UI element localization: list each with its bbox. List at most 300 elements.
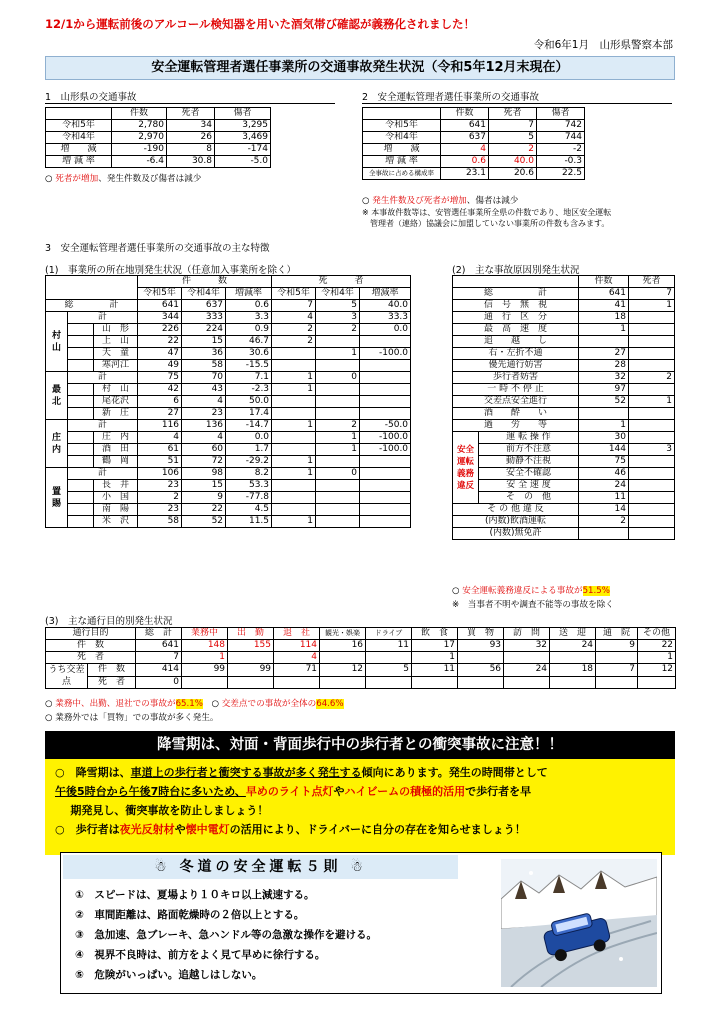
table-header-row	[363, 108, 585, 120]
cell	[272, 408, 316, 420]
table-row	[46, 120, 271, 132]
cell: 2	[629, 372, 675, 384]
section1-title: 1 山形県の交通事故	[45, 89, 335, 104]
cell: 22	[138, 336, 182, 348]
cell	[360, 384, 411, 396]
cell: 20.6	[489, 168, 537, 180]
announcement: 12/1から運転前後のアルコール検知器を用いた酒気帯び確認が義務化されました！	[45, 17, 476, 31]
cell: 97	[579, 384, 629, 396]
cell: 61	[138, 444, 182, 456]
cell: 30	[579, 432, 629, 444]
cell: 7	[272, 300, 316, 312]
group-label: 安全運転義務違反	[453, 432, 479, 504]
row-label: 酒 田	[94, 444, 138, 456]
cell	[579, 336, 629, 348]
column-header: 死者	[167, 108, 215, 120]
table-row	[453, 372, 675, 384]
cell: 71	[274, 664, 320, 677]
cell: 1	[272, 468, 316, 480]
cell	[360, 468, 411, 480]
cell: 1	[316, 432, 360, 444]
column-header: 増減率	[360, 288, 411, 300]
cell	[182, 676, 228, 689]
column-header: ドライブ	[366, 628, 412, 640]
row-label: 死 者	[88, 676, 136, 689]
cell: 23	[138, 504, 182, 516]
table-row	[453, 420, 675, 432]
row-label: 一 時 不 停 止	[453, 384, 579, 396]
row-label: 通行目的	[46, 628, 136, 640]
cell: -0.3	[537, 156, 585, 168]
column-header: 令和4年	[316, 288, 360, 300]
cell: 28	[579, 360, 629, 372]
cell	[316, 516, 360, 528]
column-header: 令和5年	[138, 288, 182, 300]
region-label: 最北	[46, 372, 68, 420]
cell: 106	[138, 468, 182, 480]
row-label: 新 庄	[94, 408, 138, 420]
cell	[316, 384, 360, 396]
table-row	[46, 132, 271, 144]
table-header-row	[46, 108, 271, 120]
cell: 32	[504, 640, 550, 652]
cell: 0.0	[360, 324, 411, 336]
cell	[504, 676, 550, 689]
cell: 5	[316, 300, 360, 312]
table-s3-cause	[452, 275, 675, 540]
table-total-row	[46, 300, 411, 312]
table-row	[363, 144, 585, 156]
table-row	[453, 360, 675, 372]
cell: 2	[489, 144, 537, 156]
s3-sub1: (1) 事業所の所在地別発生状況（任意加入事業所を除く）	[45, 265, 296, 276]
cell: 24	[550, 640, 596, 652]
winter-banner: 降雪期は、対面・背面歩行中の歩行者との衝突事故に注意！！	[45, 731, 675, 759]
table-row	[363, 132, 585, 144]
cell	[458, 676, 504, 689]
cell: 53.3	[226, 480, 272, 492]
table-header-row	[46, 628, 676, 640]
cell: 226	[138, 324, 182, 336]
cell: 52	[182, 516, 226, 528]
cell: -2.3	[226, 384, 272, 396]
cell: 4	[274, 652, 320, 664]
cell	[320, 676, 366, 689]
row-label: 計	[68, 420, 138, 432]
cell: -100.0	[360, 444, 411, 456]
cell: -174	[215, 144, 271, 156]
cell	[629, 468, 675, 480]
column-header: 令和5年	[272, 288, 316, 300]
rule-item: ⑤ 危険がいっぱい。追越しはしない。	[75, 969, 263, 981]
row-label: 南 陽	[94, 504, 138, 516]
row-label: そ の 他	[479, 492, 579, 504]
cell	[638, 676, 676, 689]
table-row	[46, 480, 411, 492]
cell: 4	[182, 432, 226, 444]
row-label: 酒 酔 い	[453, 408, 579, 420]
cell	[629, 408, 675, 420]
cell: 24	[579, 480, 629, 492]
cell: 18	[550, 664, 596, 677]
cell: 3,295	[215, 120, 271, 132]
cell: 4	[138, 432, 182, 444]
cell	[274, 676, 320, 689]
table-row	[46, 324, 411, 336]
cell	[360, 408, 411, 420]
table-row	[453, 468, 675, 480]
row-label: 右・左折不通	[453, 348, 579, 360]
cell: 1	[316, 348, 360, 360]
rule-item: ① スピードは、夏場より１０キロ以上減速する。	[75, 889, 315, 901]
cell: 414	[136, 664, 182, 677]
table-row	[46, 444, 411, 456]
cell: 22.5	[537, 168, 585, 180]
table-row	[453, 408, 675, 420]
cell: 9	[596, 640, 638, 652]
table-row	[46, 384, 411, 396]
row-label: 安全不確認	[479, 468, 579, 480]
cell: -50.0	[360, 420, 411, 432]
row-label: 過 労 等	[453, 420, 579, 432]
table-s3-region	[45, 275, 411, 528]
row-label: (内数)無免許	[453, 528, 579, 540]
table-row	[46, 156, 271, 168]
row-label: 長 井	[94, 480, 138, 492]
cell	[272, 444, 316, 456]
rule-item: ② 車間距離は、路面乾燥時の２倍以上とする。	[75, 909, 305, 921]
cell: 8.2	[226, 468, 272, 480]
row-label: 歩行者妨害	[453, 372, 579, 384]
table-row	[46, 492, 411, 504]
cell: -100.0	[360, 348, 411, 360]
row-label: 令和5年	[46, 120, 112, 132]
table-row	[46, 664, 676, 677]
cell: 9	[182, 492, 226, 504]
s3-note4: ※ 当事者不明や調査不能等の事故を除く	[452, 600, 614, 610]
cell: 7	[136, 652, 182, 664]
cell	[360, 504, 411, 516]
table-s1	[45, 107, 271, 168]
table-row	[46, 336, 411, 348]
cell: 16	[320, 640, 366, 652]
cell: 0.9	[226, 324, 272, 336]
table-row	[453, 300, 675, 312]
snowy-car-illustration	[501, 859, 657, 987]
column-header: 件数	[441, 108, 489, 120]
table-s3-purpose	[45, 627, 676, 689]
cell	[550, 676, 596, 689]
cell: 1	[412, 652, 458, 664]
cell	[272, 396, 316, 408]
cell: 144	[579, 444, 629, 456]
cell: 1	[272, 456, 316, 468]
cell: 30.6	[226, 348, 272, 360]
column-header: 増減率	[226, 288, 272, 300]
cell: 0.6	[226, 300, 272, 312]
cell: 1	[629, 300, 675, 312]
winter-rules-box	[60, 852, 662, 994]
cell: 26	[167, 132, 215, 144]
column-header: その他	[638, 628, 676, 640]
cell: 46	[579, 468, 629, 480]
cell	[412, 676, 458, 689]
cell	[458, 652, 504, 664]
cell: 22	[638, 640, 676, 652]
table-row	[46, 420, 411, 432]
rules-list	[75, 885, 377, 985]
cell	[596, 676, 638, 689]
column-header: 買 物	[458, 628, 504, 640]
cell: 47	[138, 348, 182, 360]
cell: 98	[182, 468, 226, 480]
column-header: 通 院	[596, 628, 638, 640]
row-label: 総 計	[453, 288, 579, 300]
s1-note: ○ 死者が増加、発生件数及び傷者は減少	[45, 174, 202, 184]
cell	[316, 480, 360, 492]
cell: 11.5	[226, 516, 272, 528]
cell: 75	[579, 456, 629, 468]
cell	[629, 420, 675, 432]
cell	[272, 480, 316, 492]
cell: 3.3	[226, 312, 272, 324]
row-label: 小 国	[94, 492, 138, 504]
table-row	[46, 652, 676, 664]
cell: 1	[272, 384, 316, 396]
page-title: 安全運転管理者選任事業所の交通事故発生状況（令和5年12月末現在）	[45, 56, 675, 80]
cell: -100.0	[360, 432, 411, 444]
cell: 1	[272, 516, 316, 528]
row-label: 件 数	[88, 664, 136, 677]
table-s2	[362, 107, 585, 180]
snowman-icon: ☃	[350, 859, 367, 875]
s2-note2b: 管理者（連絡）協議会に加盟していない事業所の件数も含みます。	[362, 219, 610, 228]
table-row	[46, 456, 411, 468]
cell: -5.0	[215, 156, 271, 168]
cell: 2	[579, 516, 629, 528]
cell: -15.5	[226, 360, 272, 372]
cell: 72	[182, 456, 226, 468]
cell: 1	[638, 652, 676, 664]
cell: 14	[579, 504, 629, 516]
table-row	[453, 288, 675, 300]
cell: 3	[316, 312, 360, 324]
s3-note5: ○ 業務中、出勤、退社での事故が65.1% ○ 交差点での事故が全体の64.6%	[45, 699, 344, 709]
cell: 33.3	[360, 312, 411, 324]
cell: 1	[579, 324, 629, 336]
cell	[629, 324, 675, 336]
cell: 0.6	[441, 156, 489, 168]
cell	[316, 504, 360, 516]
cell: 333	[182, 312, 226, 324]
column-header: 死者	[629, 276, 675, 288]
cell: 641	[136, 640, 182, 652]
row-label: 庄 内	[94, 432, 138, 444]
table-row	[46, 360, 411, 372]
s2-note2a: ※ 本事故件数等は、安管選任事業所全県の件数であり、地区安全運転	[362, 208, 612, 217]
cell	[579, 408, 629, 420]
cell: 6	[138, 396, 182, 408]
row-label: 増 減	[363, 144, 441, 156]
column-header: 飲 食	[412, 628, 458, 640]
cell: 641	[441, 120, 489, 132]
cell	[316, 396, 360, 408]
cell: 224	[182, 324, 226, 336]
cell: 3,469	[215, 132, 271, 144]
table-header-row	[453, 276, 675, 288]
row-label: 死 者	[46, 652, 136, 664]
cell: 34	[167, 120, 215, 132]
cell: 1	[272, 372, 316, 384]
table-row	[453, 432, 675, 444]
row-label: 天 童	[94, 348, 138, 360]
table-row	[453, 384, 675, 396]
column-header: 退 社	[274, 628, 320, 640]
table-row	[46, 396, 411, 408]
table-row	[46, 144, 271, 156]
cell: 2,970	[112, 132, 167, 144]
cell: 99	[228, 664, 274, 677]
s3-note3: ○ 安全運転義務違反による事故が51.5%	[452, 586, 610, 596]
table-row	[46, 640, 676, 652]
column-header: 訪 問	[504, 628, 550, 640]
cell: 15	[182, 480, 226, 492]
row-label: 村 山	[94, 384, 138, 396]
cell: 30.8	[167, 156, 215, 168]
table-row	[46, 348, 411, 360]
row-label: 全事故に占める構成率	[363, 168, 441, 180]
table-row	[453, 444, 675, 456]
row-label: 追 越 し	[453, 336, 579, 348]
column-group-header: 死 者	[272, 276, 411, 288]
cell	[360, 372, 411, 384]
cell: 637	[182, 300, 226, 312]
cell: 32	[579, 372, 629, 384]
cell	[360, 456, 411, 468]
table-row	[453, 516, 675, 528]
cell: 637	[441, 132, 489, 144]
table-row	[453, 504, 675, 516]
row-label: 鶴 岡	[94, 456, 138, 468]
cell: 5	[489, 132, 537, 144]
cell: -2	[537, 144, 585, 156]
s3-sub3: (3) 主な通行目的別発生状況	[45, 616, 173, 627]
cell: 11	[366, 640, 412, 652]
rules-title: ☃ 冬道の安全運転５則 ☃	[63, 855, 458, 879]
row-label: 総 計	[46, 300, 138, 312]
cell: -14.7	[226, 420, 272, 432]
cell	[360, 516, 411, 528]
row-label: 尾花沢	[94, 396, 138, 408]
cell: 40.0	[489, 156, 537, 168]
cell: 11	[579, 492, 629, 504]
section2-title: 2 安全運転管理者選任事業所の交通事故	[362, 89, 672, 104]
cell: 3	[629, 444, 675, 456]
cell	[629, 516, 675, 528]
table-header-row	[46, 276, 411, 288]
cell: 0	[316, 468, 360, 480]
cell: 70	[182, 372, 226, 384]
cell	[360, 396, 411, 408]
cell: 27	[138, 408, 182, 420]
cell: 2	[316, 324, 360, 336]
table-row	[46, 676, 676, 689]
cell: 75	[138, 372, 182, 384]
cell	[629, 312, 675, 324]
row-label: 安 全 速 度	[479, 480, 579, 492]
table-row	[453, 336, 675, 348]
cell: 93	[458, 640, 504, 652]
cell: 4.5	[226, 504, 272, 516]
cell	[629, 432, 675, 444]
cell: 99	[182, 664, 228, 677]
cell: 7	[596, 664, 638, 677]
cell: 41	[579, 300, 629, 312]
table-row	[453, 492, 675, 504]
column-header: 件数	[112, 108, 167, 120]
cell	[272, 348, 316, 360]
s2-note: ○ 発生件数及び死者が増加、傷者は減少	[362, 196, 519, 206]
row-label: 令和4年	[46, 132, 112, 144]
table-row	[46, 312, 411, 324]
table-row	[363, 168, 585, 180]
cell: 11	[412, 664, 458, 677]
cell: 8	[167, 144, 215, 156]
column-header: 観光・娯楽	[320, 628, 366, 640]
cell	[272, 504, 316, 516]
row-label: 前方不注意	[479, 444, 579, 456]
region-label: 村山	[46, 312, 68, 372]
cell: 2	[272, 324, 316, 336]
row-label: 米 沢	[94, 516, 138, 528]
cell: 50.0	[226, 396, 272, 408]
cell: 23.1	[441, 168, 489, 180]
cell: 17	[412, 640, 458, 652]
cell: 7	[629, 288, 675, 300]
cell: 148	[182, 640, 228, 652]
row-label: 最 高 速 度	[453, 324, 579, 336]
cell	[629, 336, 675, 348]
cell: 4	[182, 396, 226, 408]
table-row	[46, 516, 411, 528]
snowman-icon: ☃	[154, 859, 171, 875]
row-label: 増 減	[46, 144, 112, 156]
column-header: 傷者	[215, 108, 271, 120]
row-label: 計	[68, 468, 138, 480]
row-label: 運 転 操 作	[479, 432, 579, 444]
cell: 23	[182, 408, 226, 420]
cell	[228, 676, 274, 689]
row-label: 件 数	[46, 640, 136, 652]
cell: 742	[537, 120, 585, 132]
date-org: 令和6年1月 山形県警察本部	[533, 39, 673, 51]
cell: 744	[537, 132, 585, 144]
row-label: 計	[68, 312, 138, 324]
s3-sub2: (2) 主な事故原因別発生状況	[452, 265, 580, 276]
cell: 7.1	[226, 372, 272, 384]
cell: 58	[182, 360, 226, 372]
cell	[629, 456, 675, 468]
cell: 114	[274, 640, 320, 652]
rule-item: ③ 急加速、急ブレーキ、急ハンドル等の急激な操作を避ける。	[75, 929, 378, 941]
cell: 0.0	[226, 432, 272, 444]
row-label: 増 減 率	[46, 156, 112, 168]
cell	[629, 492, 675, 504]
cell	[316, 492, 360, 504]
row-label: 令和5年	[363, 120, 441, 132]
cell: 2	[138, 492, 182, 504]
cell: 12	[638, 664, 676, 677]
